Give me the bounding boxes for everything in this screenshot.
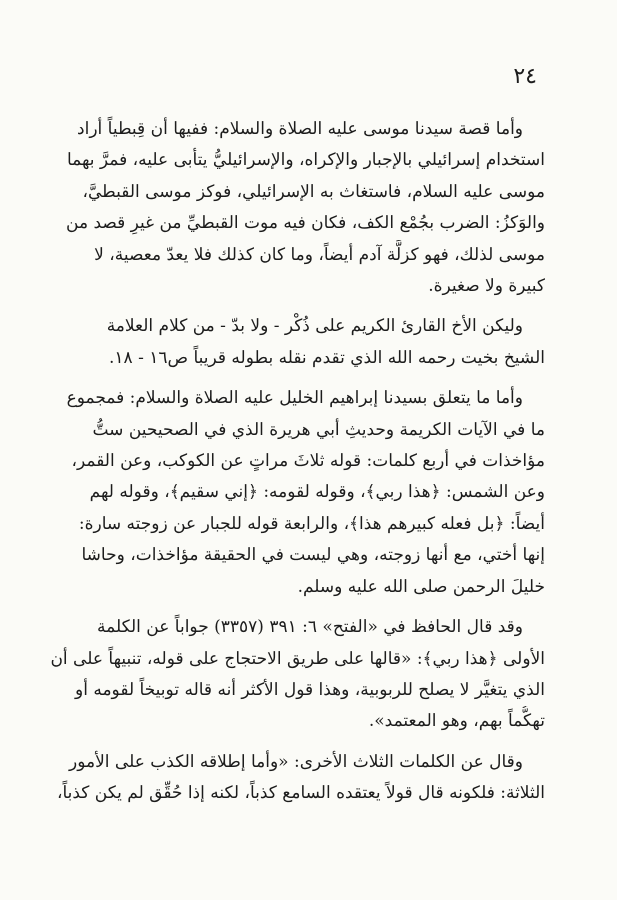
text-line: أيضاً: ﴿بل فعله كبيرهم هذا﴾، والرابعة قوله للجبار عن زوجته سارة: [78, 513, 545, 534]
text-line: وقد قال الحافظ في «الفتح» ٦: ٣٩١ (٣٣٥٧) جواباً عن الكلمة [97, 617, 523, 638]
text-line: استخدام إسرائيلي بالإجبار والإكراه، والإسرائيليُّ يتأبى عليه، فمرَّ بهما [66, 150, 545, 171]
paragraph-three-words [40, 747, 545, 810]
text-line: الثلاثة: فلكونه قال قولاً يعتقده السامع كذباً، لكنه إذا حُقِّق لم يكن كذباً، [56, 783, 545, 804]
paragraph-moses-story [40, 114, 545, 302]
paragraph-abraham [40, 383, 545, 603]
text-line: تهكُّماً بهم، وهو المعتمد». [368, 711, 545, 732]
text-line: الشيخ بخيت رحمه الله الذي تقدم نقله بطوله قريباً ص١٦ - ١٨. [109, 347, 545, 368]
text-line: كبيرة ولا صغيرة. [428, 276, 545, 297]
text-line: إنها أختي، مع أنها زوجته، وهي ليست في الحقيقة مؤاخذات، وحاشا [81, 545, 545, 566]
page-number: ٢٤ [513, 64, 537, 89]
text-line: موسى عليه السلام، فاستغاث به الإسرائيلي، فوكز موسى القبطيَّ، [82, 181, 545, 202]
text-line: مؤاخذات في أربع كلمات: قوله ثلاثَ مراتٍ عن الكوكب، وعن القمر، [71, 451, 545, 472]
text-line: خليلَ الرحمن صلى الله عليه وسلم. [297, 576, 545, 597]
paragraph-reader-reminder [40, 311, 545, 374]
text-line: ما في الآيات الكريمة وحديثِ أبي هريرة الذي في الصحيحين ستُّ [92, 419, 545, 440]
text-line: وأما ما يتعلق بسيدنا إبراهيم الخليل عليه الصلاة والسلام: فمجموع [66, 388, 523, 409]
page-body [40, 114, 545, 819]
text-line: والوَكزُ: الضرب بجُمْع الكف، فكان فيه موت القبطيِّ من غيرِ قصد من [66, 213, 545, 234]
text-line: موسى لذلك، فهو كزلَّة آدم أيضاً، وما كان كذلك فلا يعدّ معصية، لا [94, 244, 545, 265]
text-line: وليكن الأخ القارئ الكريم على ذُكْر - ولا بدّ - من كلام العلامة [106, 316, 523, 337]
text-line: الذي يتغيَّر لا يصلح للربوبية، وهذا قول الأكثر أنه قاله توبيخاً لقومه أو [75, 679, 545, 700]
text-line: وأما قصة سيدنا موسى عليه الصلاة والسلام: ففيها أن قِبطياً أراد [77, 119, 523, 139]
text-line: الأولى ﴿هذا ربي﴾: «قالها على طريق الاحتجاج على قوله، تنبيهاً على أن [50, 648, 545, 669]
text-line: وقال عن الكلمات الثلاث الأخرى: «وأما إطلاقه الكذب على الأمور [69, 751, 523, 772]
paragraph-fath-quote [40, 612, 545, 738]
text-line: وعن الشمس: ﴿هذا ربي﴾، وقوله لقومه: ﴿إني سقيم﴾، وقوله لهم [89, 482, 545, 503]
